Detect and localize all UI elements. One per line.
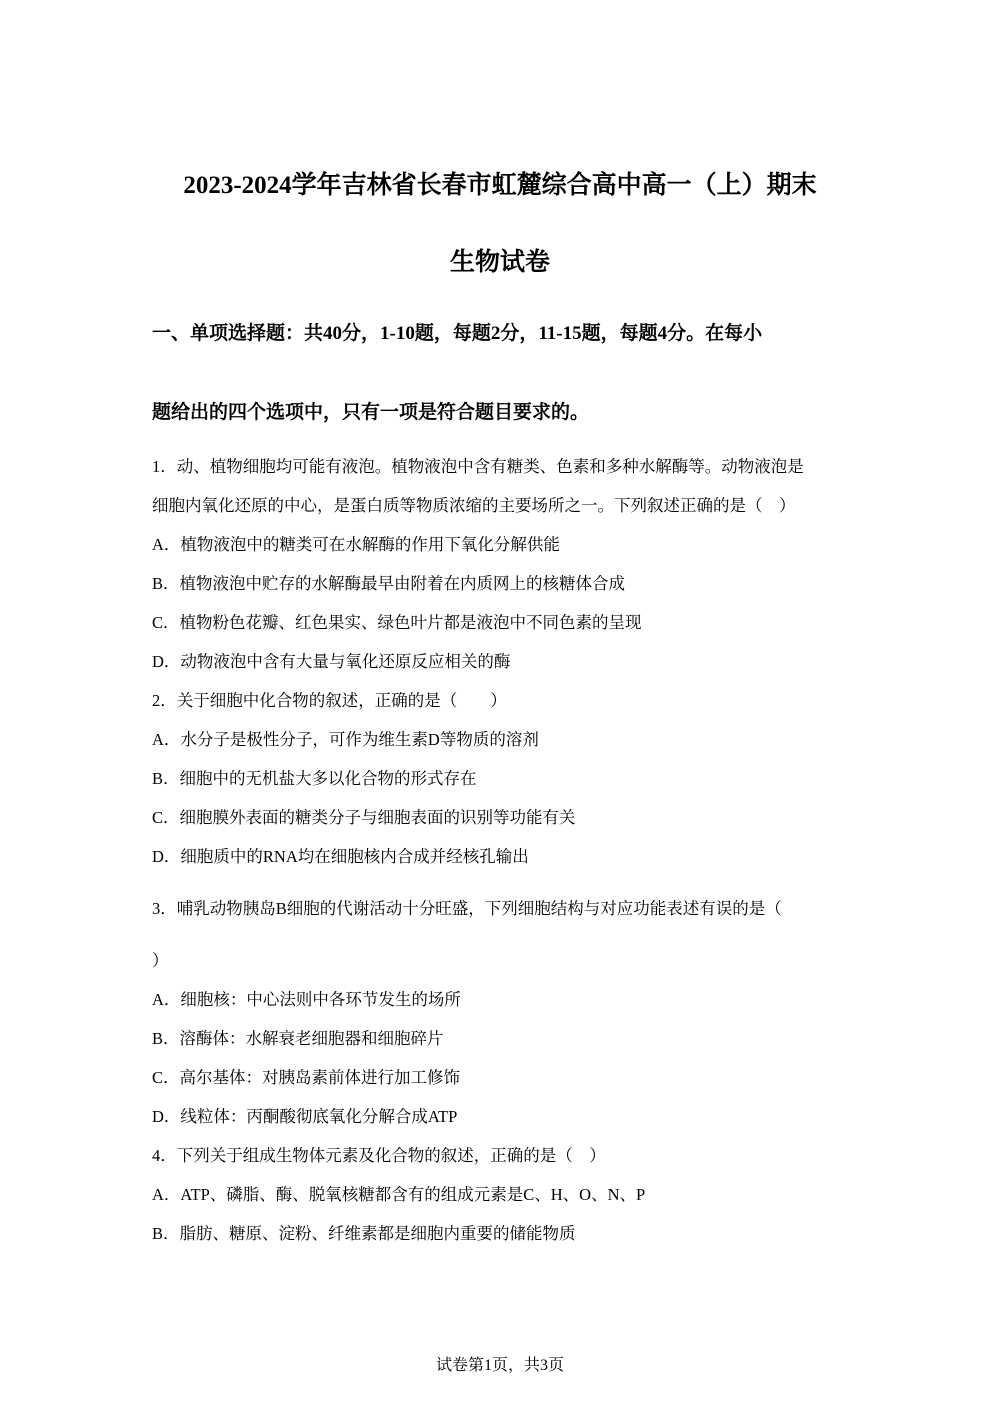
question-3-option-c: C．高尔基体：对胰岛素前体进行加工修饰 [152,1068,461,1087]
question-1-option-b: B．植物液泡中贮存的水解酶最早由附着在内质网上的核糖体合成 [152,574,626,593]
question-1-stem-line-1: 1．动、植物细胞均可能有液泡。植物液泡中含有糖类、色素和多种水解酶等。动物液泡是 [152,457,804,476]
page-footer: 试卷第1页，共3页 [435,1357,564,1374]
question-1-option-c: C．植物粉色花瓣、红色果实、绿色叶片都是液泡中不同色素的呈现 [152,613,642,632]
section-heading-line-2: 题给出的四个选项中，只有一项是符合题目要求的。 [152,402,590,423]
question-2-stem-line-1: 2．关于细胞中化合物的叙述，正确的是（ ） [152,691,507,710]
question-2-option-c: C．细胞膜外表面的糖类分子与细胞表面的识别等功能有关 [152,808,576,827]
question-4-stem-line-1: 4．下列关于组成生物体元素及化合物的叙述，正确的是（ ） [152,1146,606,1165]
question-3-option-d: D．线粒体：丙酮酸彻底氧化分解合成ATP [152,1107,458,1126]
section-heading-line-1: 一、单项选择题：共40分，1-10题，每题2分，11-15题，每题4分。在每小 [152,323,763,344]
question-2-option-b: B．细胞中的无机盐大多以化合物的形式存在 [152,769,477,788]
exam-title-line-2: 生物试卷 [449,249,550,276]
question-4-option-b: B．脂肪、糖原、淀粉、纤维素都是细胞内重要的储能物质 [152,1224,576,1243]
question-3-option-b: B．溶酶体：水解衰老细胞器和细胞碎片 [152,1029,444,1048]
question-3-option-a: A．细胞核：中心法则中各环节发生的场所 [152,990,461,1009]
exam-title-line-1: 2023-2024学年吉林省长春市虹麓综合高中高一（上）期末 [183,172,817,199]
question-2-option-d: D．细胞质中的RNA均在细胞核内合成并经核孔输出 [152,847,529,866]
question-3-stem-line-2: ） [152,951,169,970]
question-3-stem-line-1: 3．哺乳动物胰岛B细胞的代谢活动十分旺盛，下列细胞结构与对应功能表述有误的是（ [152,899,782,918]
question-2-option-a: A．水分子是极性分子，可作为维生素D等物质的溶剂 [152,730,539,749]
question-1-stem-line-2: 细胞内氧化还原的中心，是蛋白质等物质浓缩的主要场所之一。下列叙述正确的是（ ） [152,496,796,515]
question-1-option-a: A．植物液泡中的糖类可在水解酶的作用下氧化分解供能 [152,535,560,554]
question-1-option-d: D．动物液泡中含有大量与氧化还原反应相关的酶 [152,652,511,671]
question-4-option-a: A．ATP、磷脂、酶、脱氧核糖都含有的组成元素是C、H、O、N、P [152,1185,646,1204]
